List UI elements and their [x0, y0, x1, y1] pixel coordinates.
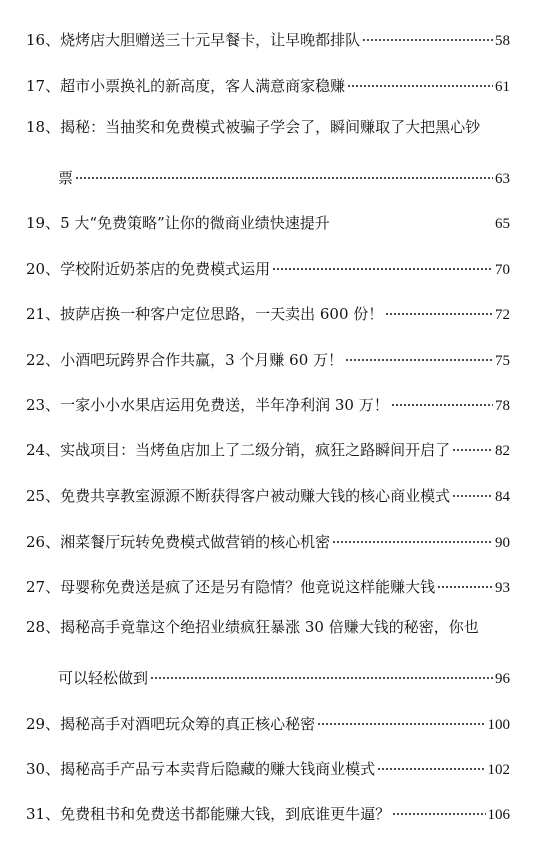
entry-page-number: 78 [495, 398, 510, 414]
entry-title: 超市小票换礼的新高度，客人满意商家稳赚 [60, 77, 346, 95]
entry-number: 16、 [26, 31, 61, 49]
entry-number: 28、 [26, 618, 61, 636]
toc-entry[interactable] [26, 23, 510, 49]
entry-title-continuation: 可以轻松做到 [58, 669, 149, 687]
dot-leader [452, 479, 493, 501]
dot-leader [75, 161, 493, 183]
entry-page-number: 100 [487, 717, 510, 733]
toc-entry[interactable] [26, 433, 510, 459]
toc-entry[interactable] [26, 297, 510, 323]
entry-page-number: 84 [495, 489, 510, 505]
toc-entry[interactable] [26, 116, 510, 138]
dot-leader [332, 525, 493, 547]
entry-number: 31、 [26, 805, 61, 823]
entry-page-number: 93 [495, 580, 510, 596]
entry-title: 揭秘：当抽奖和免费模式被骗子学会了，瞬间赚取了大把黑心钞 [60, 118, 481, 136]
toc-entry-continuation[interactable] [58, 661, 510, 687]
entry-page-number: 58 [495, 33, 510, 49]
entry-title: 烧烤店大胆赠送三十元早餐卡，让早晚都排队 [60, 31, 361, 49]
dot-leader [385, 297, 493, 319]
entry-title-continuation: 票 [58, 169, 74, 187]
entry-title: 实战项目：当烤鱼店加上了二级分销，疯狂之路瞬间开启了 [60, 441, 451, 459]
entry-number: 27、 [26, 578, 61, 596]
entry-title: 学校附近奶茶店的免费模式运用 [60, 260, 271, 278]
entry-title: 湘菜餐厅玩转免费模式做营销的核心机密 [60, 533, 331, 551]
entry-number: 30、 [26, 760, 61, 778]
toc-entry[interactable] [26, 479, 510, 505]
entry-number: 29、 [26, 715, 61, 733]
entry-title: 揭秘高手竟靠这个绝招业绩疯狂暴涨 30 倍赚大钱的秘密，你也 [60, 618, 479, 636]
entry-number: 23、 [26, 396, 61, 414]
dot-leader [347, 69, 493, 91]
entry-number: 21、 [26, 305, 61, 323]
entry-number: 26、 [26, 533, 61, 551]
dot-leader [392, 797, 485, 819]
entry-title: 5 大“免费策略”让你的微商业绩快速提升 [60, 214, 330, 232]
dot-leader [272, 252, 493, 274]
toc-entry[interactable] [26, 616, 510, 638]
toc-entry[interactable] [26, 707, 510, 733]
entry-title: 揭秘高手对酒吧玩众筹的真正核心秘密 [60, 715, 316, 733]
entry-page-number: 61 [495, 79, 510, 95]
entry-page-number: 70 [495, 262, 510, 278]
entry-number: 25、 [26, 487, 61, 505]
toc-entry[interactable] [26, 343, 510, 369]
toc-entry[interactable] [26, 525, 510, 551]
dot-leader [345, 343, 493, 365]
toc-entry[interactable] [26, 797, 510, 823]
entry-page-number: 65 [495, 216, 510, 232]
entry-title: 小酒吧玩跨界合作共赢，3 个月赚 60 万！ [60, 351, 344, 369]
toc-entry[interactable] [26, 752, 510, 778]
dot-leader [150, 661, 493, 683]
toc-entry[interactable] [26, 206, 510, 232]
entry-number: 19、 [26, 214, 61, 232]
entry-page-number: 63 [495, 171, 510, 187]
entry-page-number: 72 [495, 307, 510, 323]
toc-entry-continuation[interactable] [58, 161, 510, 187]
entry-title: 免费租书和免费送书都能赚大钱，到底谁更牛逼？ [60, 805, 391, 823]
entry-title: 揭秘高手产品亏本卖背后隐藏的赚大钱商业模式 [60, 760, 376, 778]
entry-number: 20、 [26, 260, 61, 278]
dot-leader [377, 752, 485, 774]
entry-title: 母婴称免费送是疯了还是另有隐情？他竟说这样能赚大钱 [60, 578, 436, 596]
entry-page-number: 82 [495, 443, 510, 459]
dot-leader [391, 388, 493, 410]
entry-title: 一家小小水果店运用免费送，半年净利润 30 万！ [60, 396, 389, 414]
toc-entry[interactable] [26, 570, 510, 596]
entry-page-number: 75 [495, 353, 510, 369]
entry-title: 披萨店换一种客户定位思路，一天卖出 600 份！ [60, 305, 384, 323]
toc-entry[interactable] [26, 69, 510, 95]
dot-leader [452, 433, 493, 455]
entry-number: 24、 [26, 441, 61, 459]
dot-leader [437, 570, 493, 592]
entry-number: 17、 [26, 77, 61, 95]
entry-page-number: 106 [487, 807, 510, 823]
entry-page-number: 102 [487, 762, 510, 778]
entry-page-number: 96 [495, 671, 510, 687]
entry-page-number: 90 [495, 535, 510, 551]
entry-number: 22、 [26, 351, 61, 369]
dot-leader [317, 707, 485, 729]
entry-number: 18、 [26, 118, 61, 136]
dot-leader [362, 23, 493, 45]
entry-title: 免费共享教室源源不断获得客户被动赚大钱的核心商业模式 [60, 487, 451, 505]
toc-entry[interactable] [26, 252, 510, 278]
toc-entry[interactable] [26, 388, 510, 414]
